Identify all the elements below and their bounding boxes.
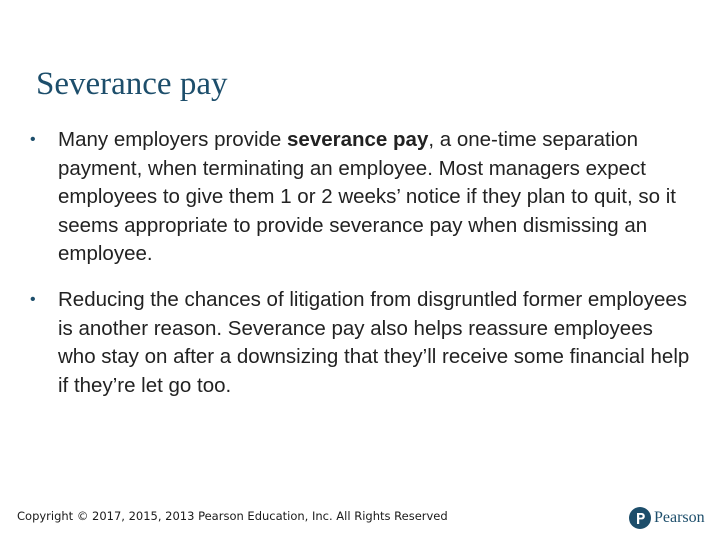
bullet-item <box>30 286 690 400</box>
bullet-list <box>30 126 690 417</box>
bullet-item <box>30 126 690 269</box>
bullet-marker: • <box>30 290 36 308</box>
pearson-logo <box>629 506 705 530</box>
bullet-text-part: Many employers provide <box>58 128 288 151</box>
bullet-marker: • <box>30 131 36 148</box>
copyright-notice: Copyright © 2017, 2015, 2013 Pearson Education, Inc. All Rights Reserved <box>17 509 448 523</box>
bullet-text <box>58 288 689 397</box>
slide-title: Severance pay <box>36 66 228 102</box>
bullet-text-part: Reducing the chances of litigation from disgruntled former employees is another reason. Severance pay also helps reassure employees who stay on after a downsizing that they’ll receive some financial help if they’re let go too. <box>58 287 690 397</box>
pearson-p-icon <box>629 507 651 529</box>
bullet-text <box>58 128 676 265</box>
pearson-wordmark: Pearson <box>654 509 705 526</box>
bullet-bold-term: severance pay <box>287 128 429 151</box>
bullet-text-part: , a one-time separation payment, when terminating an employee. Most managers expect employees to give them 1 or 2 weeks’ notice if they plan to quit, so it seems appropriate to provide severance pay when dismissing an employee. <box>58 128 676 266</box>
